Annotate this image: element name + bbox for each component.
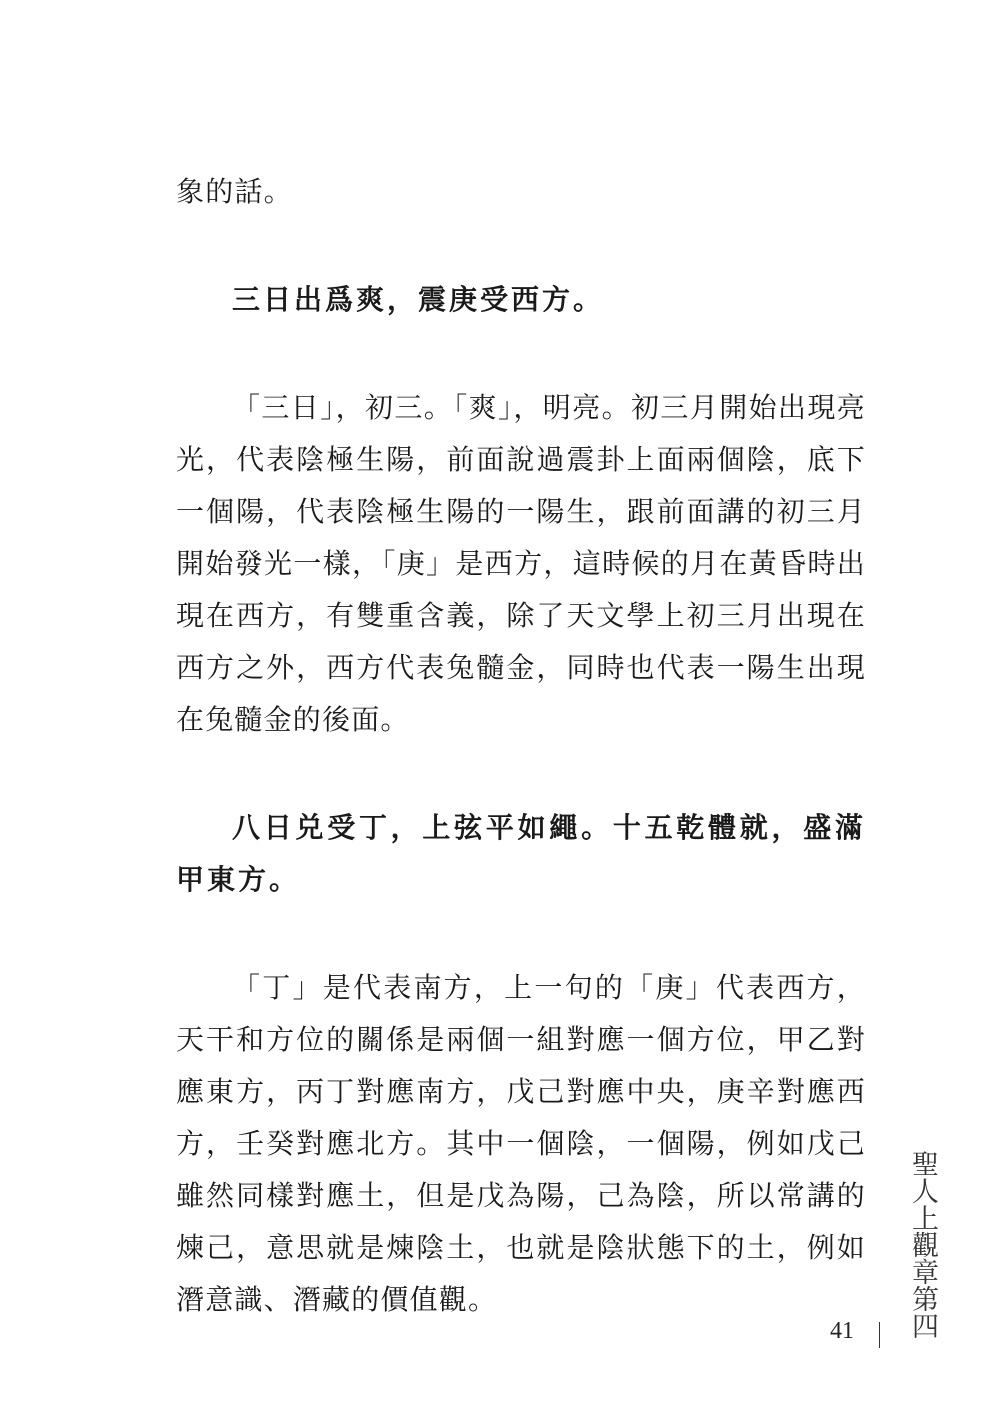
paragraph-gap	[176, 746, 866, 802]
quoted-verse-2: 八日兑受丁，上弦平如繩。十五乾體就，盛滿甲東方。	[176, 811, 866, 896]
page-number: 41	[830, 1318, 854, 1344]
commentary-paragraph-1: 「三日」，初三。「爽」，明亮。初三月開始出現亮光，代表陰極生陽，前面說過震卦上面兩個陰，底下一個陽，代表陰極生陽的一陽生，跟前面講的初三月開始發光一樣，「庚」是西方，這時候的月在黃昏時出現在西方，有雙重含義，除了天文學上初三月出現在西方之外，西方代表兔髓金，同時也代表一陽生出現在兔髓金的後面。	[176, 391, 866, 736]
paragraph-gap	[176, 906, 866, 962]
running-chapter-title: 聖人上觀章第四	[907, 1150, 938, 1339]
paragraph-gap	[176, 218, 866, 274]
body-text	[176, 166, 866, 1326]
page-number-separator	[879, 1322, 880, 1348]
paragraph-gap	[176, 326, 866, 382]
commentary-paragraph-2: 「丁」是代表南方，上一句的「庚」代表西方，天干和方位的關係是兩個一組對應一個方位，甲乙對應東方，丙丁對應南方，戊己對應中央，庚辛對應西方，壬癸對應北方。其中一個陰，一個陽，例如戊己雖然同樣對應土，但是戊為陽，己為陰，所以常講的煉己，意思就是煉陰土，也就是陰狀態下的土，例如潛意識、潛藏的價值觀。	[176, 971, 866, 1316]
paragraph-continuation: 象的話。	[176, 175, 293, 208]
quoted-verse-1: 三日出爲爽，震庚受西方。	[232, 283, 605, 316]
